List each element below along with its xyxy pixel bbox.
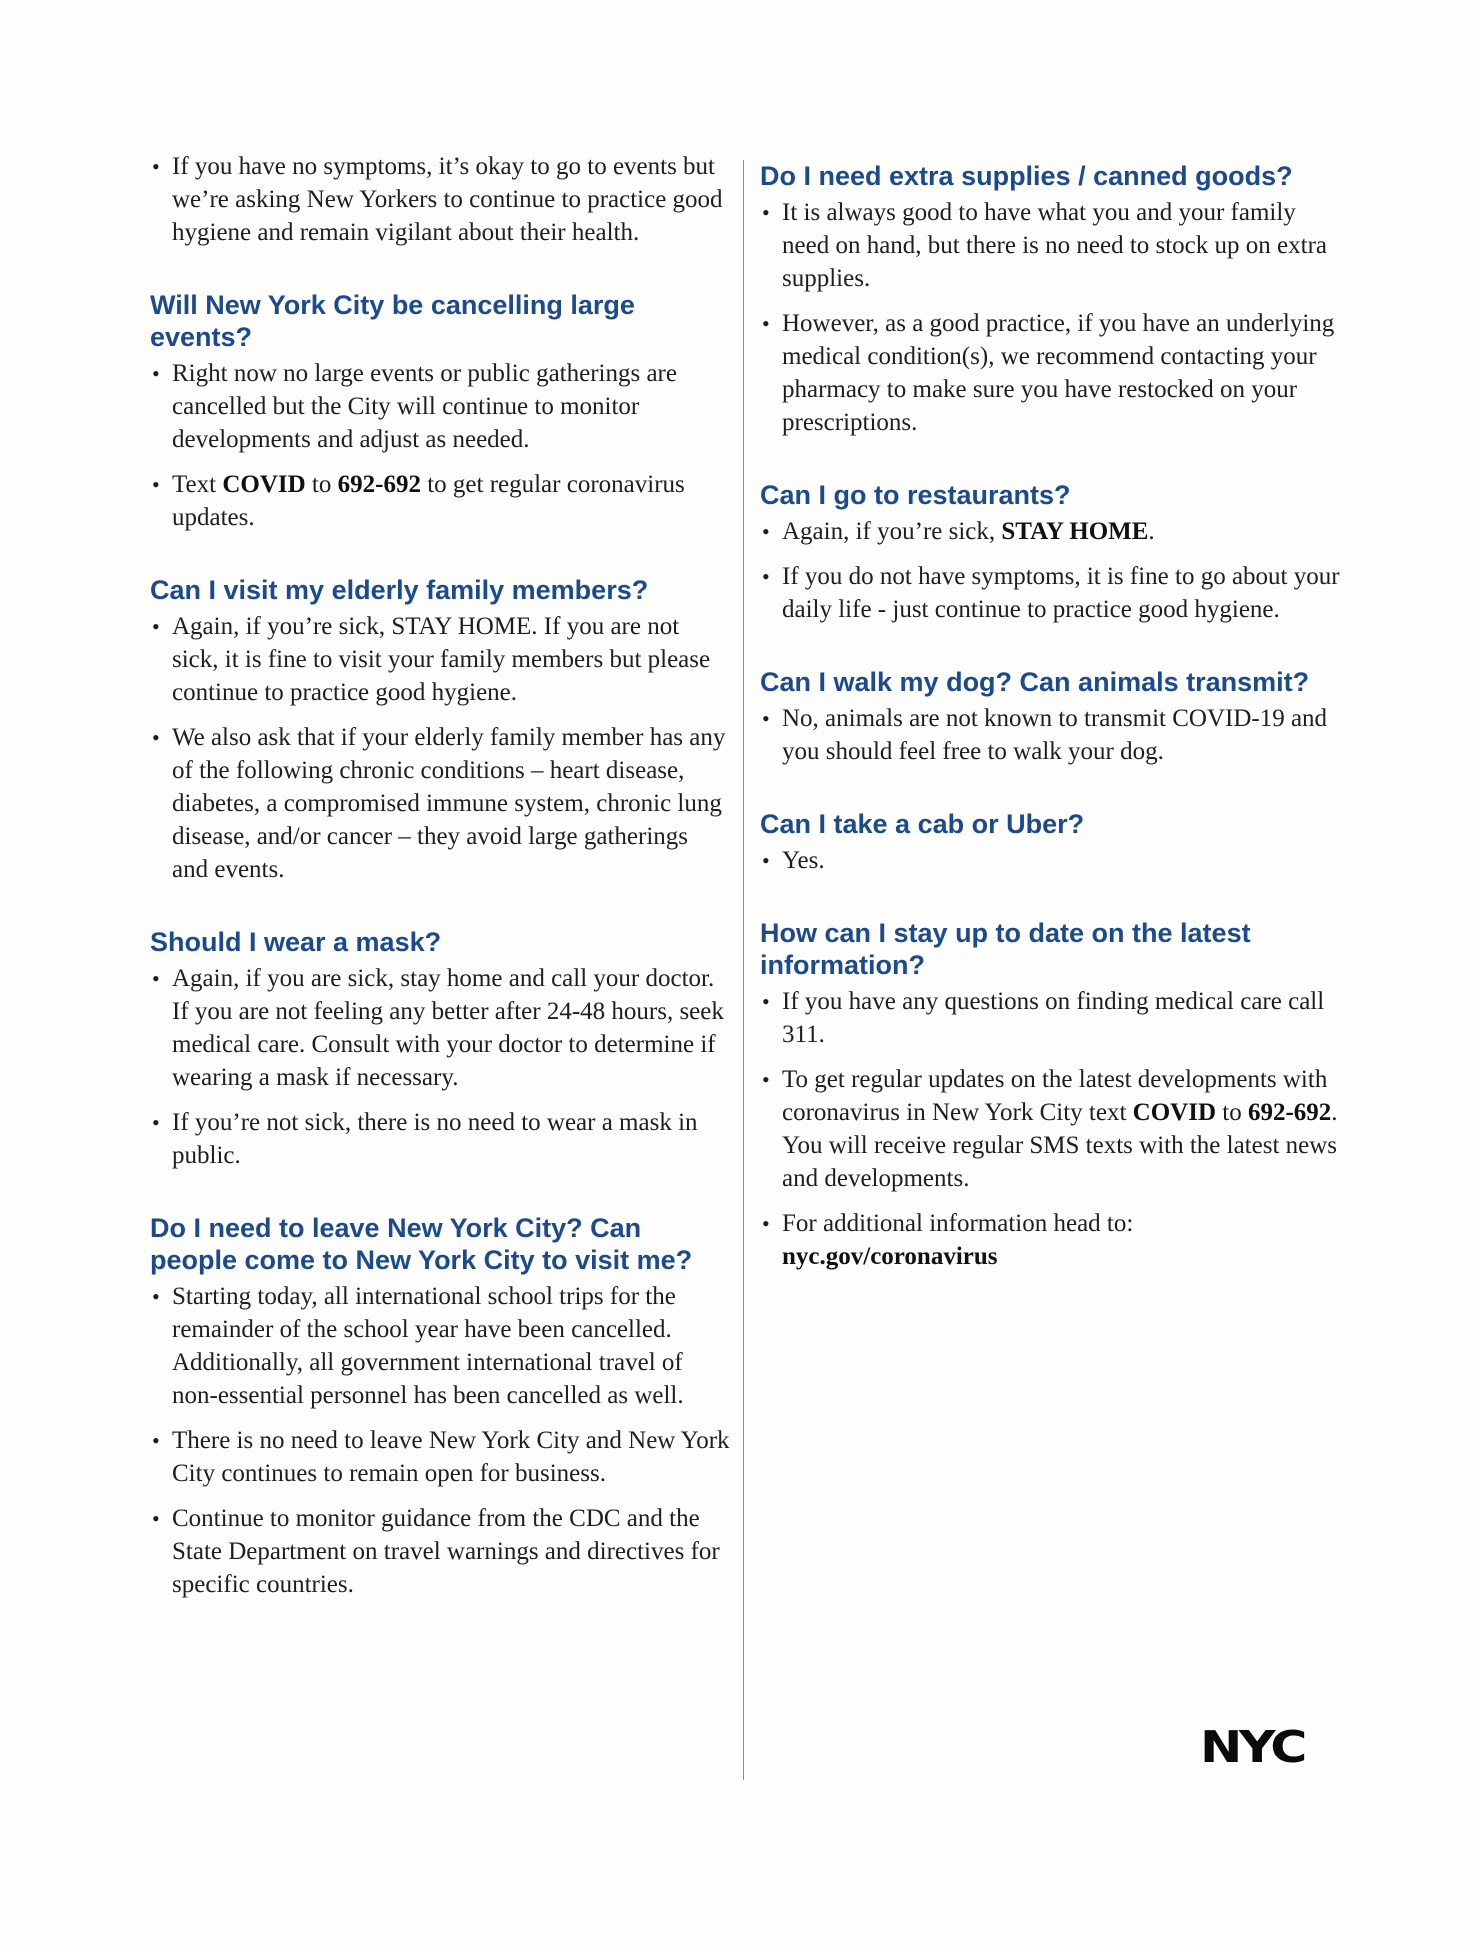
section-stay-updated [760,917,1340,1273]
intro-section [150,150,730,249]
section-heading: How can I stay up to date on the latest information? [760,918,1251,980]
section-heading: Can I walk my dog? Can animals transmit? [760,667,1310,697]
bullet-item: • Again, if you’re sick, STAY HOME. [760,515,1340,548]
bullet-item: • Yes. [760,844,1340,877]
bullet-item: • It is always good to have what you and your family need on hand, but there is no need to stock up on extra supplies. [760,196,1340,295]
section-heading: Do I need extra supplies / canned goods? [760,161,1293,191]
bullet-item: • Again, if you’re sick, STAY HOME. If you are not sick, it is fine to visit your family members but please continue to practice good hygiene. [150,610,730,709]
right-column [760,160,1340,1313]
bullet-item: • Right now no large events or public gatherings are cancelled but the City will continue to monitor developments and adjust as needed. [150,357,730,456]
section-restaurants [760,479,1340,626]
bullet-item: • If you have no symptoms, it’s okay to go to events but we’re asking New Yorkers to continue to practice good hygiene and remain vigilant about their health. [150,150,730,249]
bullet-item: • We also ask that if your elderly family member has any of the following chronic conditions – heart disease, diabetes, a compromised immune system, chronic lung disease, and/or cancer – they avoid large gatherings and events. [150,721,730,886]
section-dog [760,666,1340,768]
bullet-item: • No, animals are not known to transmit COVID-19 and you should feel free to walk your dog. [760,702,1340,768]
bullet-item: • If you’re not sick, there is no need to wear a mask in public. [150,1106,730,1172]
left-column [150,150,730,1641]
website-link[interactable]: nyc.gov/coronavirus [782,1243,998,1270]
bullet-item: • Continue to monitor guidance from the CDC and the State Department on travel warnings and directives for specific countries. [150,1502,730,1601]
section-mask [150,926,730,1172]
section-heading: Will New York City be cancelling large events? [150,290,635,352]
section-elderly-family [150,574,730,886]
column-divider [743,160,744,1780]
bullet-item: • Starting today, all international school trips for the remainder of the school year have been cancelled. Additionally, all government international travel of non-essential personnel has been cancelled as well. [150,1280,730,1412]
section-supplies [760,160,1340,439]
section-heading: Should I wear a mask? [150,927,442,957]
section-heading: Can I visit my elderly family members? [150,575,649,605]
section-heading: Can I go to restaurants? [760,480,1071,510]
nyc-logo: NYC [1200,1722,1304,1773]
section-heading: Can I take a cab or Uber? [760,809,1085,839]
bullet-item: • Again, if you are sick, stay home and call your doctor. If you are not feeling any better after 24-48 hours, seek medical care. Consult with your doctor to determine if wearing a mask if necessary. [150,962,730,1094]
bullet-item: • To get regular updates on the latest developments with coronavirus in New York City text COVID to 692-692. You will receive regular SMS texts with the latest news and developments. [760,1063,1340,1195]
section-cab [760,808,1340,877]
section-heading: Do I need to leave New York City? Can people come to New York City to visit me? [150,1213,693,1275]
section-large-events [150,289,730,534]
bullet-item: • There is no need to leave New York City and New York City continues to remain open for business. [150,1424,730,1490]
bullet-item: • For additional information head to: nyc.gov/coronavirus [760,1207,1340,1273]
bullet-item: • Text COVID to 692-692 to get regular coronavirus updates. [150,468,730,534]
bullet-item: • If you do not have symptoms, it is fine to go about your daily life - just continue to practice good hygiene. [760,560,1340,626]
bullet-item: • However, as a good practice, if you have an underlying medical condition(s), we recommend contacting your pharmacy to make sure you have restocked on your prescriptions. [760,307,1340,439]
bullet-item: • If you have any questions on finding medical care call 311. [760,985,1340,1051]
section-leave-nyc [150,1212,730,1601]
